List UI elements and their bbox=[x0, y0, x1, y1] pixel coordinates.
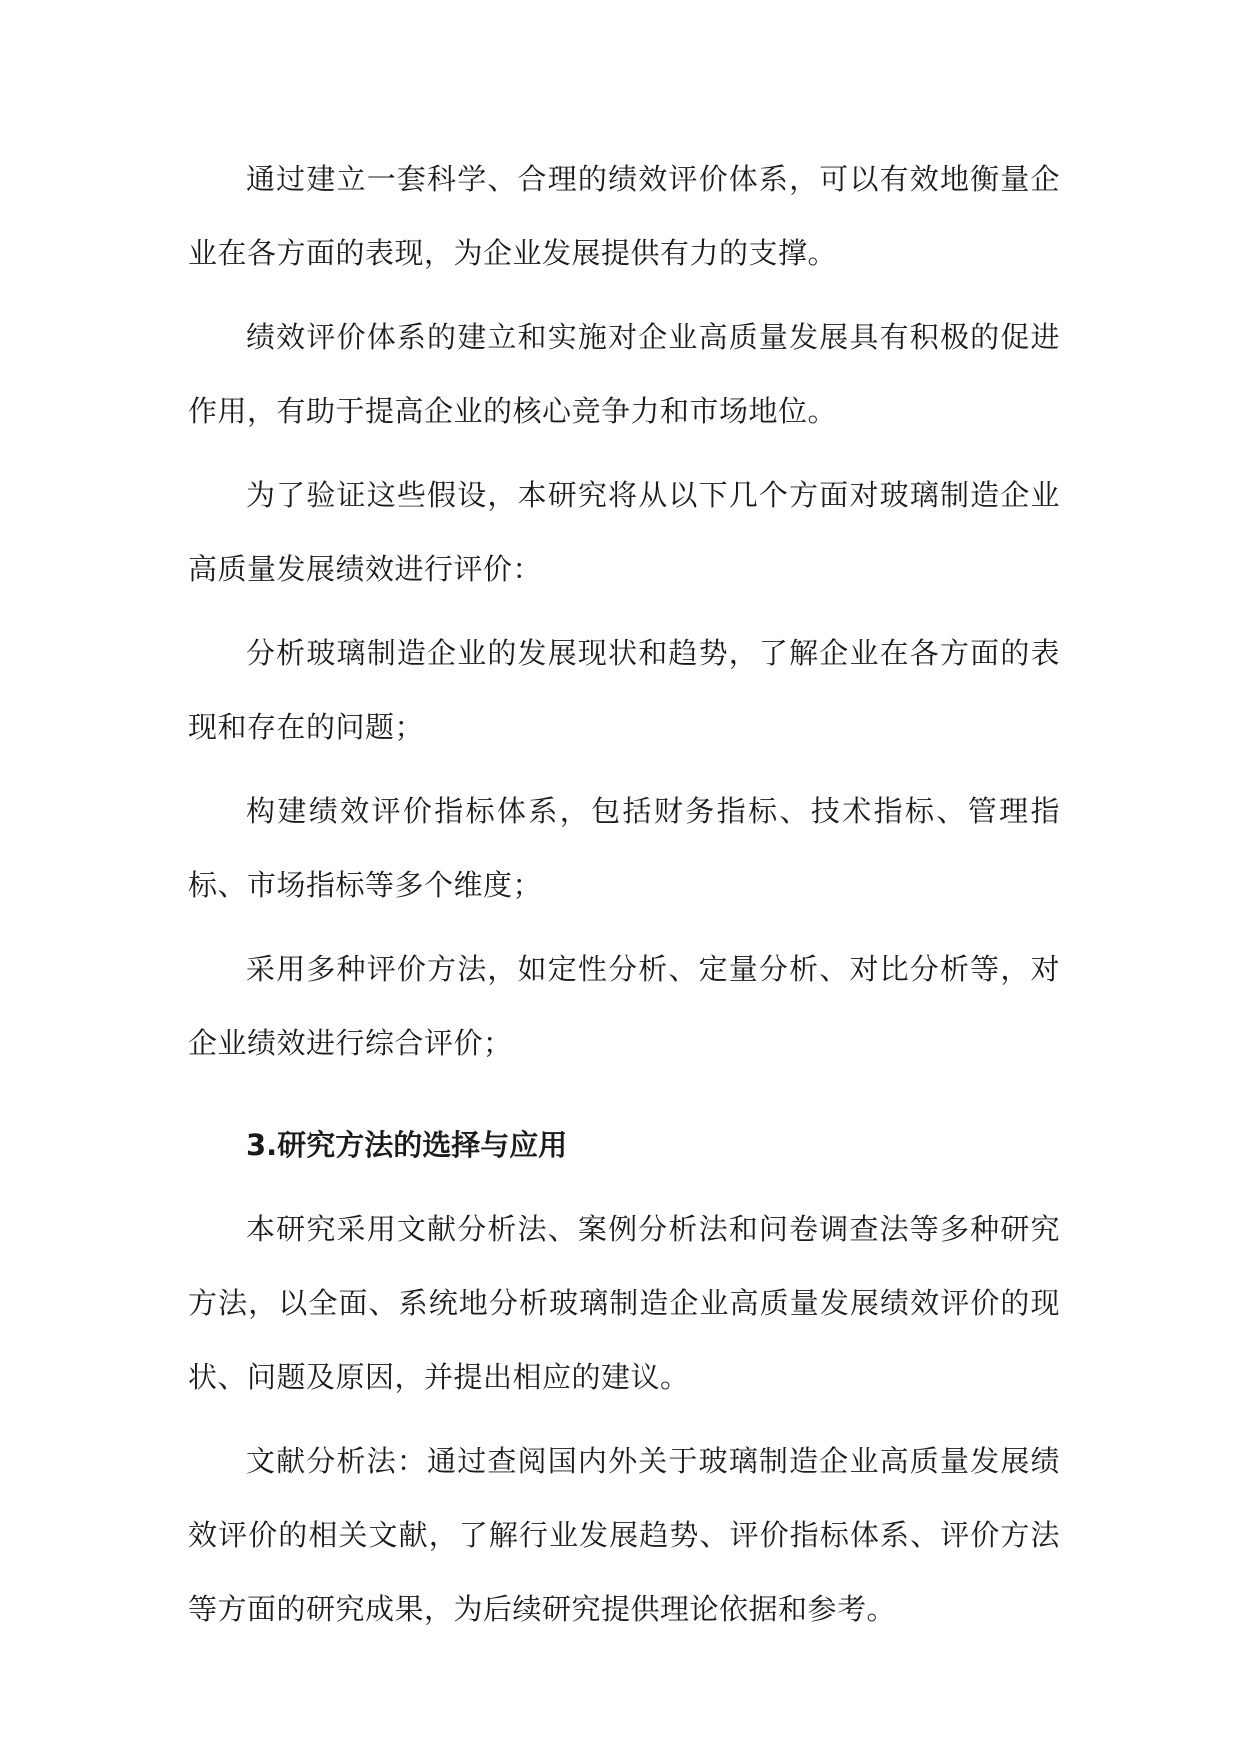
paragraph-3: 为了验证这些假设，本研究将从以下几个方面对玻璃制造企业高质量发展绩效进行评价： bbox=[188, 478, 1060, 586]
document-body bbox=[188, 142, 1060, 1656]
paragraph-2: 绩效评价体系的建立和实施对企业高质量发展具有积极的促进作用，有助于提高企业的核心竞争力和市场地位。 bbox=[188, 320, 1060, 428]
paragraph-8: 文献分析法：通过查阅国内外关于玻璃制造企业高质量发展绩效评价的相关文献，了解行业发展趋势、评价指标体系、评价方法等方面的研究成果，为后续研究提供理论依据和参考。 bbox=[188, 1444, 1060, 1626]
paragraph-7: 本研究采用文献分析法、案例分析法和问卷调查法等多种研究方法，以全面、系统地分析玻璃制造企业高质量发展绩效评价的现状、问题及原因，并提出相应的建议。 bbox=[188, 1212, 1060, 1394]
section-heading: 3.研究方法的选择与应用 bbox=[246, 1128, 568, 1162]
paragraph-4: 分析玻璃制造企业的发展现状和趋势，了解企业在各方面的表现和存在的问题； bbox=[188, 636, 1060, 744]
paragraph-6: 采用多种评价方法，如定性分析、定量分析、对比分析等，对企业绩效进行综合评价； bbox=[188, 952, 1060, 1060]
paragraph-1: 通过建立一套科学、合理的绩效评价体系，可以有效地衡量企业在各方面的表现，为企业发展提供有力的支撑。 bbox=[188, 162, 1060, 270]
paragraph-5: 构建绩效评价指标体系，包括财务指标、技术指标、管理指标、市场指标等多个维度； bbox=[188, 794, 1060, 902]
